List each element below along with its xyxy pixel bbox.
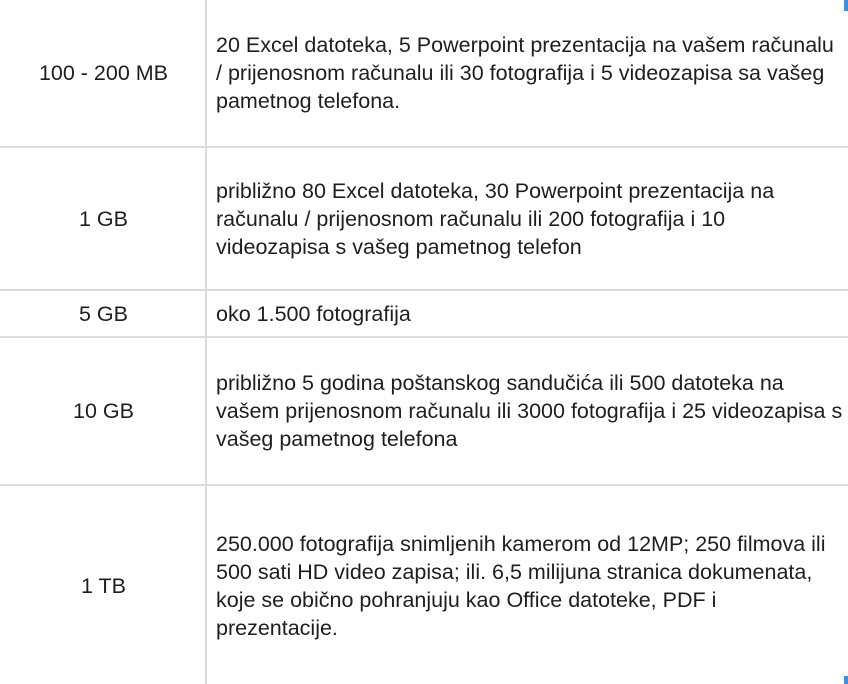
- selection-edge-marker-top: [844, 0, 848, 11]
- size-cell: 10 GB: [0, 337, 206, 485]
- description-cell: 20 Excel datoteka, 5 Powerpoint prezentacija na vašem računalu / prijenosnom računalu ili 30 fotografija i 5 videozapisa sa vašeg pametnog telefona.: [206, 0, 848, 147]
- size-cell: 1 TB: [0, 485, 206, 684]
- table-row: [0, 485, 848, 684]
- size-cell: 1 GB: [0, 147, 206, 290]
- table-row: [0, 147, 848, 290]
- description-cell: približno 5 godina poštanskog sandučića ili 500 datoteka na vašem prijenosnom računalu ili 3000 fotografija i 25 videozapisa s vašeg pametnog telefona: [206, 337, 848, 485]
- size-cell: 5 GB: [0, 290, 206, 337]
- description-cell: približno 80 Excel datoteka, 30 Powerpoint prezentacija na računalu / prijenosnom računalu ili 200 fotografija i 10 videozapisa s vašeg pametnog telefon: [206, 147, 848, 290]
- table-row: [0, 290, 848, 337]
- selection-edge-marker-bottom: [844, 676, 848, 684]
- table-row: [0, 337, 848, 485]
- description-cell: 250.000 fotografija snimljenih kamerom od 12MP; 250 filmova ili 500 sati HD video zapisa; ili. 6,5 milijuna stranica dokumenata, koje se obično pohranjuju kao Office datoteke, PDF i prezentacije.: [206, 485, 848, 684]
- description-cell: oko 1.500 fotografija: [206, 290, 848, 337]
- size-cell: 100 - 200 MB: [0, 0, 206, 147]
- table-row: [0, 0, 848, 147]
